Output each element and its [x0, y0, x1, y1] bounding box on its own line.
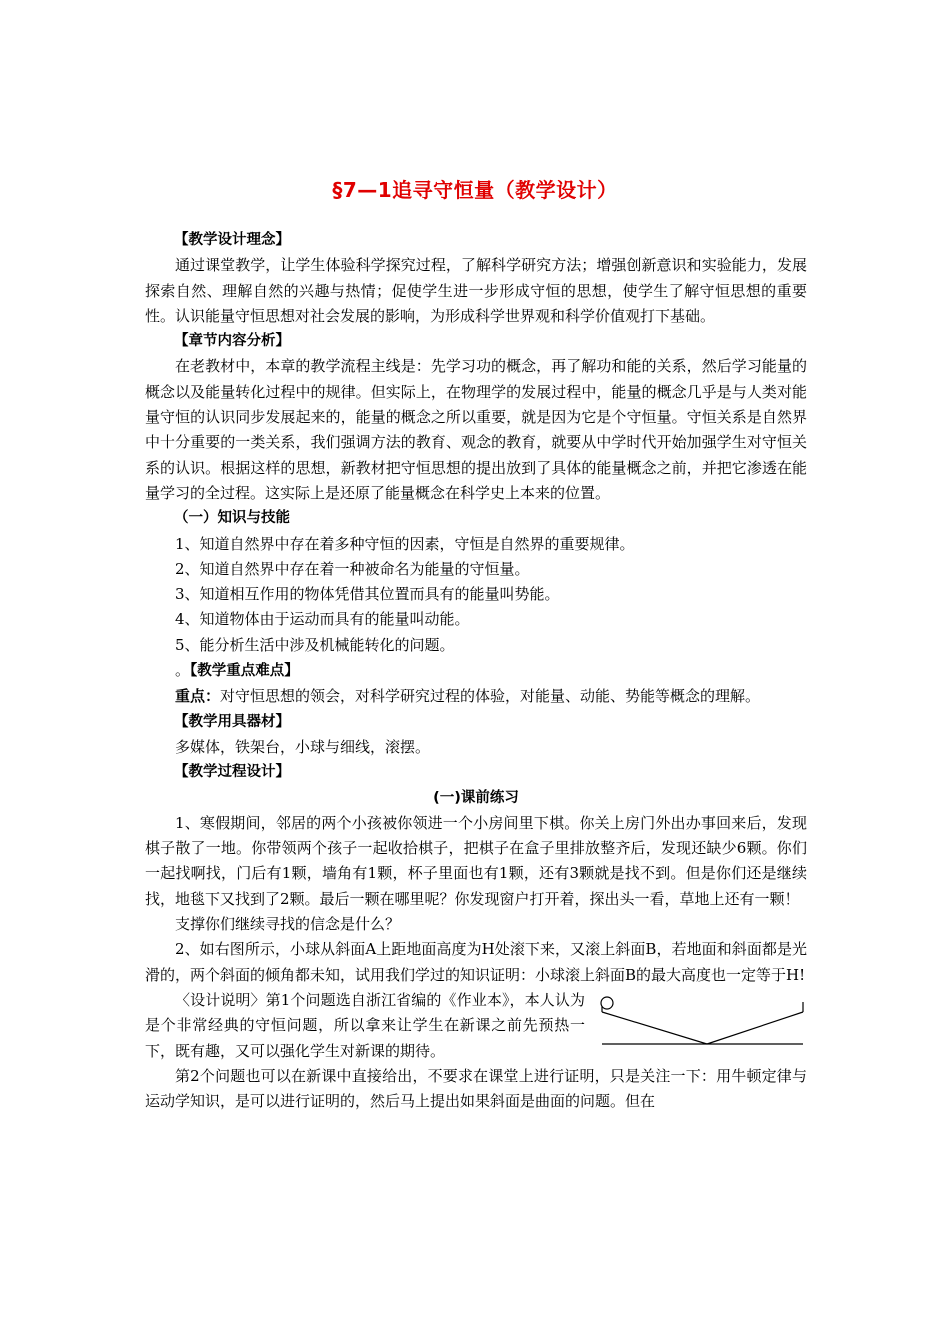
section-heading-equipment: 【教学用具器材】 [174, 713, 290, 730]
knowledge-item: 2、知道自然界中存在着一种被命名为能量的守恒量。 [175, 559, 530, 578]
question-1-follow: 支撑你们继续寻找的信念是什么？ [175, 915, 401, 934]
key-points-text-line [145, 684, 807, 709]
equipment-text: 多媒体，铁架台，小球与细线，滚摆。 [175, 737, 431, 756]
knowledge-item: 1、知道自然界中存在着多种守恒的因素，守恒是自然界的重要规律。 [175, 534, 635, 553]
section-heading-knowledge: （一）知识与技能 [174, 510, 290, 527]
document-body [145, 228, 807, 1114]
document-title: §7—1追寻守恒量（教学设计） [332, 178, 618, 202]
question-1: 1、寒假期间，邻居的两个小孩被你领进一个小房间里下棋。你关上房门外出办事回来后，发现棋子散了一地。你带领两个孩子一起收拾棋子，把棋子在盒子里排放整齐后，发现还缺少6颗。你们一起找啊找，门后有1颗，墙角有1颗，杯子里面也有1颗，还有3颗就是找不到。但是你们还是继续找，地毯下又找到了2颗。最后一颗在哪里呢？你发现窗户打开着，探出头一看，草地上还有一颗！ [145, 813, 807, 908]
knowledge-item: 3、知道相互作用的物体凭借其位置而具有的能量叫势能。 [175, 585, 560, 604]
ball [601, 997, 613, 1009]
section-heading-design-concept: 【教学设计理念】 [174, 232, 290, 248]
section-heading-chapter-analysis: 【章节内容分析】 [174, 333, 290, 350]
key-points-heading-line [145, 658, 807, 684]
design-note-2: 第2个问题也可以在新课中直接给出，不要求在课堂上进行证明，只是关注一下：用牛顿定律与运动学知识，是可以进行证明的，然后马上提出如果斜面是曲面的问题。但在 [145, 1066, 807, 1111]
section-heading-key-points: 【教学重点难点】 [190, 663, 299, 680]
knowledge-item: 4、知道物体由于运动而具有的能量叫动能。 [175, 610, 470, 629]
question-2: 2、如右图所示，小球从斜面A上距地面高度为H处滚下来，又滚上斜面B，若地面和斜面都是光滑的，两个斜面的倾角都未知，试用我们学过的知识证明：小球滚上斜面B的最大高度也一定等于H! [145, 940, 807, 984]
section-heading-process: 【教学过程设计】 [174, 764, 290, 781]
knowledge-item: 5、能分析生活中涉及机械能转化的问题。 [175, 635, 455, 654]
incline-diagram [595, 992, 807, 1052]
incline-b-slope [707, 1012, 803, 1044]
design-note-block [145, 988, 807, 1064]
sub-heading-pre-class: (一)课前练习 [433, 789, 519, 806]
key-points-prefix: 。 [175, 661, 191, 680]
design-concept-text: 通过课堂教学，让学生体验科学探究过程，了解科学研究方法；增强创新意识和实验能力，发展探索自然、理解自然的兴趣与热情；促使学生进一步形成守恒的思想，使学生了解守恒思想的重要性。认识能量守恒思想对社会发展的影响，为形成科学世界观和科学价值观打下基础。 [145, 256, 807, 325]
design-note-text: 第1个问题选自浙江省编的《作业本》，本人认为是个非常经典的守恒问题，所以拿来让学生在新课之前先预热一下，既有趣，又可以强化学生对新课的期待。 [145, 990, 585, 1060]
incline-a-slope [602, 1012, 707, 1044]
design-note [145, 988, 585, 1064]
design-note-label: 〈设计说明〉 [175, 990, 266, 1009]
key-points-text: 对守恒思想的领会，对科学研究过程的体验，对能量、动能、势能等概念的理解。 [220, 687, 761, 706]
chapter-analysis-text: 在老教材中，本章的教学流程主线是：先学习功的概念，再了解功和能的关系，然后学习能量的概念以及能量转化过程中的规律。但实际上，在物理学的发展过程中，能量的概念几乎是与人类对能量守恒的认识同步发展起来的，能量的概念之所以重要，就是因为它是个守恒量。守恒关系是自然界中十分重要的一类关系，我们强调方法的教育、观念的教育，就要从中学时代开始加强学生对守恒关系的认识。根据这样的思想，新教材把守恒思想的提出放到了具体的能量概念之前，并把它渗透在能量学习的全过程。这实际上是还原了能量概念在科学史上本来的位置。 [145, 357, 807, 502]
key-points-label: 重点： [175, 687, 221, 706]
